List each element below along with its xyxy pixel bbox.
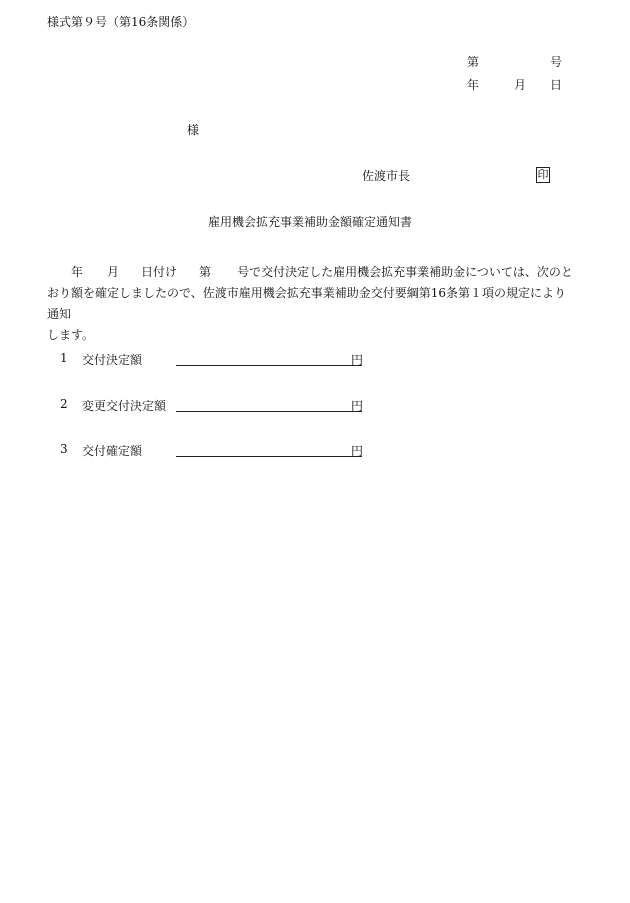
amount-row-unit: 円 bbox=[351, 444, 364, 458]
body-number-prefix: 第 bbox=[199, 265, 212, 279]
amount-row-unit: 円 bbox=[351, 353, 364, 367]
amount-blank-line bbox=[176, 365, 362, 366]
addressee-sama: 様 bbox=[187, 123, 200, 137]
body-line-3: します。 bbox=[47, 328, 95, 342]
amount-blank-line bbox=[176, 411, 362, 412]
body-line-1-rest: 号で交付決定した雇用機会拡充事業補助金については、次のと bbox=[237, 265, 573, 279]
body-paragraph bbox=[47, 262, 577, 346]
amount-row-label: 変更交付決定額 bbox=[82, 399, 167, 413]
body-year: 年 bbox=[71, 265, 84, 279]
amount-row-number: 2 bbox=[60, 397, 68, 411]
doc-number-suffix: 号 bbox=[550, 55, 563, 69]
form-label: 様式第９号（第16条関係） bbox=[47, 15, 195, 29]
date-month: 月 bbox=[514, 78, 527, 92]
body-line-1 bbox=[47, 262, 577, 283]
amount-row-label: 交付確定額 bbox=[82, 444, 143, 458]
seal-mark: 印 bbox=[537, 168, 549, 181]
doc-number-prefix: 第 bbox=[467, 55, 480, 69]
document-title: 雇用機会拡充事業補助金額確定通知書 bbox=[208, 215, 413, 229]
body-date-suffix: 日付け bbox=[141, 265, 178, 279]
issuer-name: 佐渡市長 bbox=[362, 169, 411, 183]
amount-row-label: 交付決定額 bbox=[82, 353, 143, 367]
amount-row-number: 3 bbox=[60, 442, 68, 456]
amount-blank-line bbox=[176, 456, 362, 457]
body-line-2: おり額を確定しましたので、佐渡市雇用機会拡充事業補助金交付要綱第16条第１項の規定により通知 bbox=[47, 286, 567, 321]
date-day: 日 bbox=[550, 78, 563, 92]
amount-row-unit: 円 bbox=[351, 399, 364, 413]
amount-row-number: 1 bbox=[60, 351, 68, 365]
date-year: 年 bbox=[467, 78, 480, 92]
body-month: 月 bbox=[107, 265, 120, 279]
